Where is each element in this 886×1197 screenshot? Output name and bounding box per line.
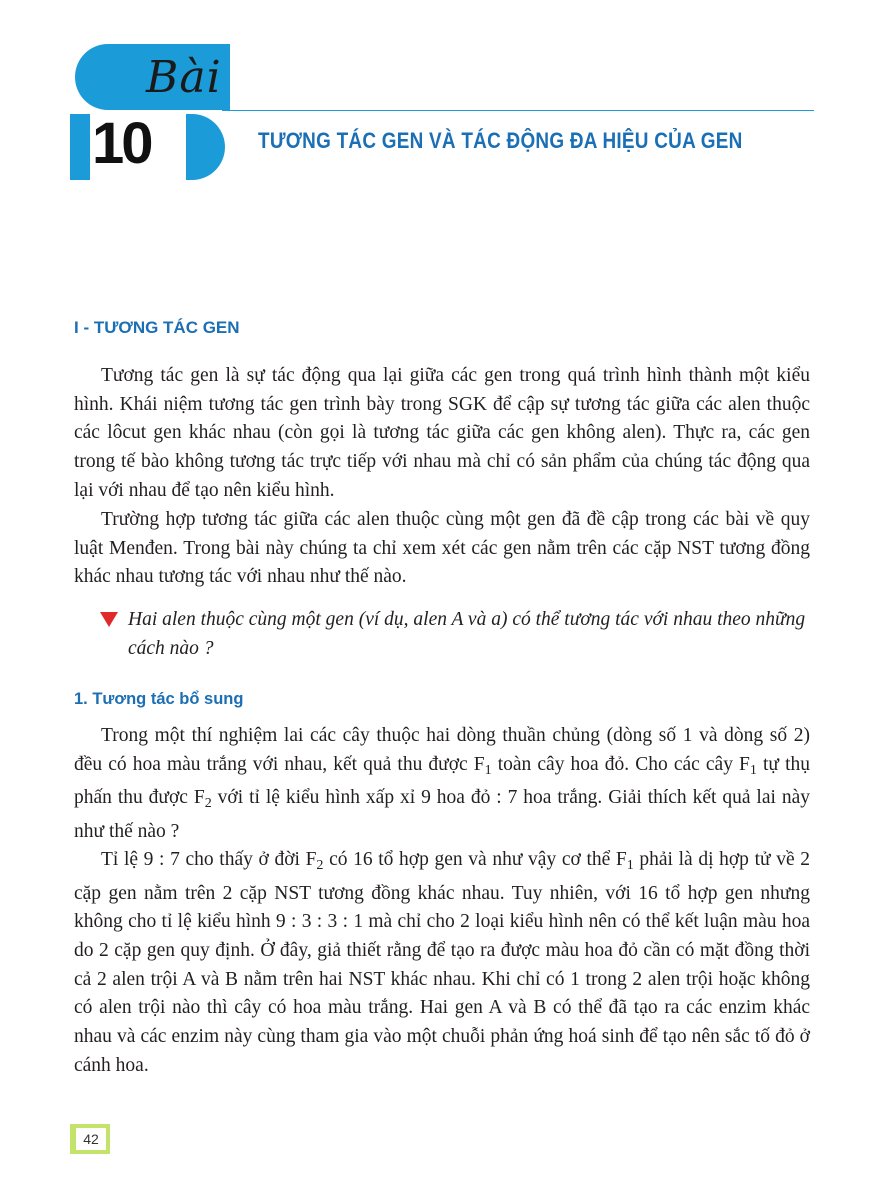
text-run: có 16 tổ hợp gen và như vậy cơ thể F xyxy=(323,849,627,870)
section-heading-gene-interaction: I - TƯƠNG TÁC GEN xyxy=(74,318,240,337)
subscript: 1 xyxy=(626,856,634,873)
text-run: toàn cây hoa đỏ. Cho các cây F xyxy=(491,753,750,775)
text-run: với tỉ lệ kiểu hình xấp xỉ 9 hoa đỏ : 7 hoa trắng. Giải thích kết quả lai này như thế nào ? xyxy=(74,787,810,842)
lesson-label: Bài xyxy=(146,52,222,103)
subsection-heading-complementary: 1. Tương tác bổ sung xyxy=(74,690,244,708)
paragraph-mendel-note: Trường hợp tương tác giữa các alen thuộc cùng một gen đã đề cập trong các bài về quy luật Menđen. Trong bài này chúng ta chỉ xem xét các gen nằm trên các cặp NST tương đồng khác nhau tương tác với nhau như thế nào. xyxy=(74,509,810,588)
lesson-title: TƯƠNG TÁC GEN VÀ TÁC ĐỘNG ĐA HIỆU CỦA GEN xyxy=(258,128,743,153)
paragraph-explanation xyxy=(74,846,810,1081)
text-run: Trong một thí nghiệm lai các cây thuộc hai dòng thuần chủng (dòng số 1 và dòng số 2) đều có hoa màu trắng với nhau, kết quả thu được F xyxy=(74,725,810,775)
text-run: Tỉ lệ 9 : 7 cho thấy ở đời F xyxy=(101,849,317,870)
subscript: 1 xyxy=(484,761,492,778)
header-rule xyxy=(222,110,814,111)
subscript: 1 xyxy=(749,761,757,778)
page-number: 42 xyxy=(76,1128,106,1150)
text-run: tự thụ phấn thu được F xyxy=(74,753,811,809)
paragraph-experiment xyxy=(74,722,810,847)
question-text: Hai alen thuộc cùng một gen (ví dụ, alen A và a) có thể tương tác với nhau theo những cách nào ? xyxy=(128,609,806,659)
subscript: 2 xyxy=(316,856,324,873)
question-block xyxy=(100,606,810,663)
text-run: phải là dị hợp tử về 2 cặp gen nằm trên 2 cặp NST tương đồng khác nhau. Tuy nhiên, với 16 tổ hợp gen nhưng không cho tỉ lệ kiểu hình 9 : 3 : 3 : 1 mà chỉ cho 2 loại kiểu hình nên có thể kết luận màu hoa do 2 cặp gen quy định. Ở đây, giả thiết rằng để tạo ra được màu hoa đỏ cần có mặt đồng thời cả 2 alen trội A và B nằm trên hai NST khác nhau. Khi chỉ có 1 trong 2 alen trội hoặc không có alen trội nào thì cây có hoa màu trắng. Hai gen A và B có thể đã tạo ra các enzim khác nhau và các enzim này cùng tham gia vào một chuỗi phản ứng hoá sinh để tạo nên sắc tố đỏ ở cánh hoa. xyxy=(74,849,810,1076)
lesson-number: 10 xyxy=(92,111,151,176)
subscript: 2 xyxy=(204,795,212,812)
paragraph-definition: Tương tác gen là sự tác động qua lại giữa các gen trong quá trình hình thành một kiểu hình. Khái niệm tương tác gen trình bày trong SGK để cập sự tương tác giữa các alen thuộc các lôcut gen khác nhau (còn gọi là tương tác giữa các gen không alen). Thực ra, các gen trong tế bào không tương tác trực tiếp với nhau mà chỉ có sản phẩm của chúng tác động qua lại với nhau để tạo nên kiểu hình. xyxy=(74,365,810,501)
